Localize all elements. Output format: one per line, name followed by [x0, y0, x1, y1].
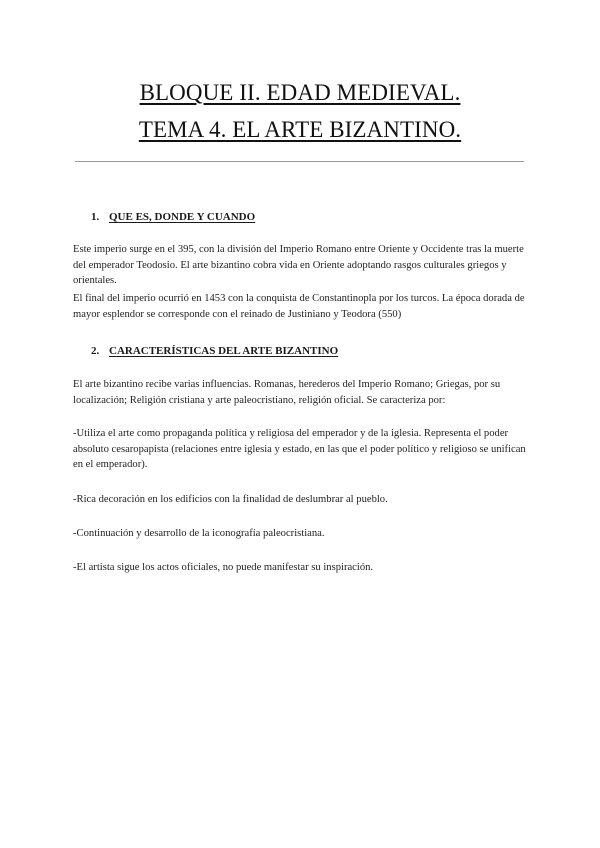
section-number-1: 1.	[91, 211, 100, 223]
title-line-2: TEMA 4. EL ARTE BIZANTINO.	[138, 117, 462, 142]
section-title-2: CARACTERÍSTICAS DEL ARTE BIZANTINO	[109, 345, 339, 357]
section-number-2: 2.	[91, 345, 100, 357]
paragraph-end-of-empire: El final del imperio ocurrió en 1453 con la conquista de Constantinopla por los turcos. La época dorada de mayor esplendor se corresponde con el reinado de Justiniano y Teodora (550)	[73, 293, 525, 320]
section-heading-1	[91, 211, 255, 223]
paragraph-artist: -El artista sigue los actos oficiales, no puede manifestar su inspiración.	[73, 562, 374, 573]
title-divider	[75, 161, 524, 162]
section-heading-2	[91, 345, 338, 357]
title-line-1: BLOQUE II. EDAD MEDIEVAL.	[139, 80, 461, 105]
paragraph-propaganda: -Utiliza el arte como propaganda política y religiosa del emperador y de la iglesia. Representa el poder absoluto cesaropapista (relaciones entre iglesia y estado, en las que el poder político y religioso se unifican en el emperador).	[73, 428, 526, 470]
paragraph-influences: El arte bizantino recibe varias influencias. Romanas, herederos del Imperio Romano; Griegas, por su localización; Religión cristiana y arte paleocristiano, religión oficial. Se caracteriza por:	[73, 379, 501, 406]
paragraph-origin: Este imperio surge en el 395, con la división del Imperio Romano entre Oriente y Occidente tras la muerte del emperador Teodosio. El arte bizantino cobra vida en Oriente adoptando rasgos culturales griegos y orientales.	[73, 244, 524, 286]
section-title-1: QUE ES, DONDE Y CUANDO	[109, 211, 256, 223]
paragraph-decoration: -Rica decoración en los edificios con la finalidad de deslumbrar al pueblo.	[73, 494, 388, 505]
paragraph-iconography: -Continuación y desarrollo de la iconografía paleocristiana.	[73, 528, 325, 539]
